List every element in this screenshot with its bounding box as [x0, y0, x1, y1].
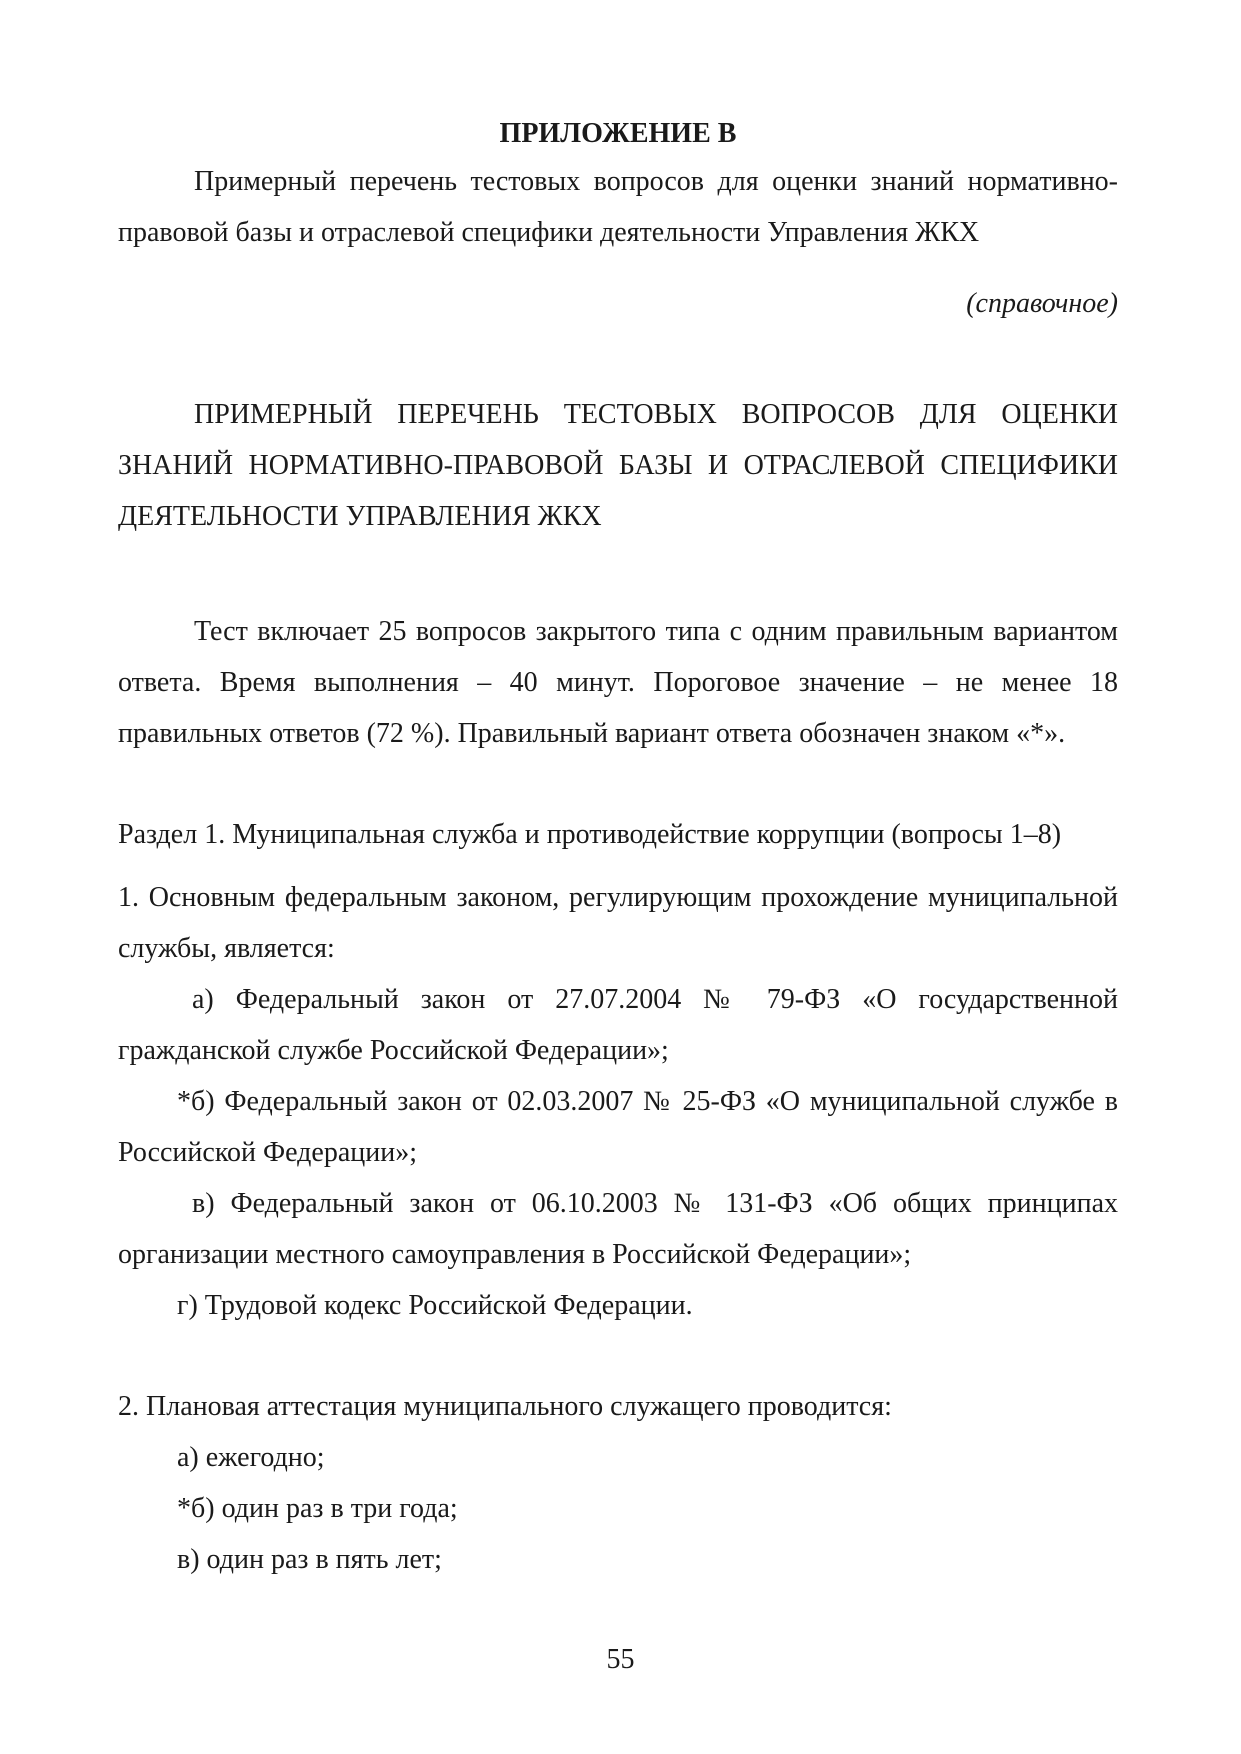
question-text: 1. Основным федеральным законом, регулирующим прохождение муниципальной службы, является:	[118, 882, 1118, 964]
page-number: 55	[606, 1644, 635, 1675]
question-text: 2. Плановая аттестация муниципального служащего проводится:	[118, 1391, 892, 1422]
answer-option-correct: *б) один раз в три года;	[177, 1493, 458, 1524]
appendix-title: ПРИЛОЖЕНИЕ В	[499, 118, 737, 149]
question-2	[118, 1331, 1118, 1585]
document-page	[118, 112, 1118, 1585]
section-title: Раздел 1. Муниципальная служба и противодействие коррупции (вопросы 1–8)	[118, 819, 1062, 850]
answer-option: г) Трудовой кодекс Российской Федерации.	[177, 1290, 693, 1321]
question-1	[118, 860, 1118, 1331]
test-intro: Тест включает 25 вопросов закрытого типа с одним правильным вариантом ответа. Время выполнения – 40 минут. Пороговое значение – не менее 18 правильных ответов (72 %). Правильный вариант ответа обозначен знаком «*».	[118, 616, 1118, 749]
test-heading: ПРИМЕРНЫЙ ПЕРЕЧЕНЬ ТЕСТОВЫХ ВОПРОСОВ ДЛЯ ОЦЕНКИ ЗНАНИЙ НОРМАТИВНО-ПРАВОВОЙ БАЗЫ И ОТРАСЛЕВОЙ СПЕЦИФИКИ ДЕЯТЕЛЬНОСТИ УПРАВЛЕНИЯ ЖКХ	[118, 399, 1118, 532]
answer-option: в) один раз в пять лет;	[177, 1544, 442, 1575]
answer-option: а) Федеральный закон от 27.07.2004 № 79-ФЗ «О государственной гражданской службе Российской Федерации»;	[118, 984, 1118, 1066]
answer-option: в) Федеральный закон от 06.10.2003 № 131-ФЗ «Об общих принципах организации местного самоуправления в Российской Федерации»;	[118, 1188, 1118, 1270]
answer-option-correct: *б) Федеральный закон от 02.03.2007 № 25-ФЗ «О муниципальной службе в Российской Федерации»;	[118, 1086, 1118, 1168]
answer-option: а) ежегодно;	[177, 1442, 325, 1473]
reference-note: (справочное)	[966, 288, 1118, 319]
appendix-subtitle: Примерный перечень тестовых вопросов для оценки знаний нормативно-правовой базы и отраслевой специфики деятельности Управления ЖКХ	[118, 166, 1118, 248]
